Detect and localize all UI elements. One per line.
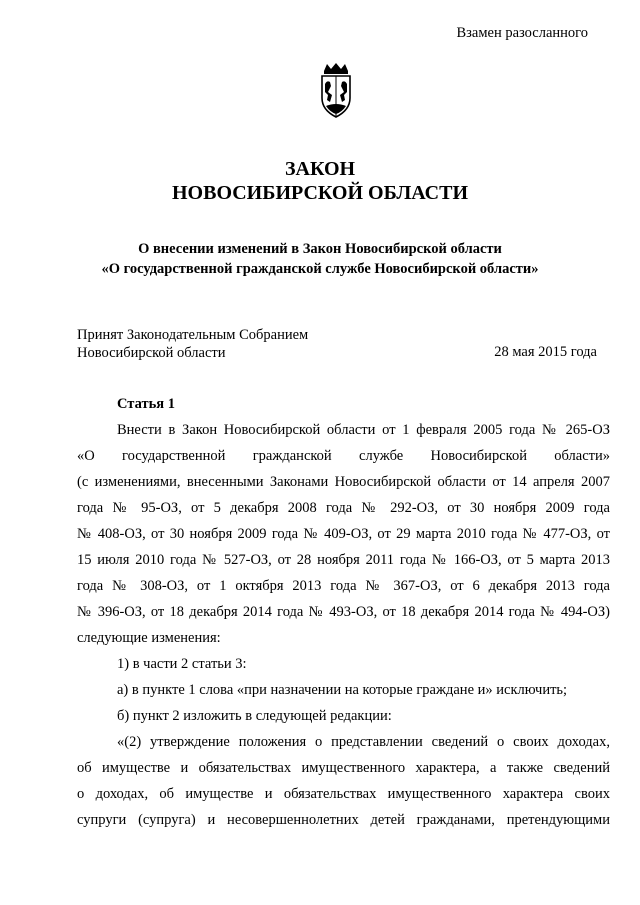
- article-heading: Статья 1: [117, 396, 175, 412]
- subtitle-line2: «О государственной гражданской службе Новосибирской области»: [101, 261, 539, 277]
- body-line: 1) в части 2 статьи 3:: [117, 656, 247, 672]
- coat-of-arms-icon: [316, 62, 356, 120]
- article-body: [77, 417, 610, 833]
- law-subtitle: [0, 239, 640, 279]
- body-line: № 396-ОЗ, от 18 декабря 2014 года № 493-ОЗ, от 18 декабря 2014 года № 494-ОЗ): [77, 604, 610, 620]
- body-line: года № 308-ОЗ, от 1 октября 2013 года № 367-ОЗ, от 6 декабря 2013 года: [77, 578, 610, 594]
- body-line: № 408-ОЗ, от 30 ноября 2009 года № 409-ОЗ, от 29 марта 2010 года № 477-ОЗ, от: [77, 526, 610, 542]
- replacement-stamp: Взамен разосланного: [456, 25, 588, 41]
- adoption-line1: Принят Законодательным Собранием: [77, 327, 309, 343]
- adoption-date: 28 мая 2015 года: [494, 344, 597, 360]
- body-line: (с изменениями, внесенными Законами Новосибирской области от 14 апреля 2007: [77, 474, 610, 490]
- body-line: Внести в Закон Новосибирской области от 1 февраля 2005 года № 265-ОЗ: [117, 422, 610, 438]
- law-title-line1: ЗАКОН: [284, 158, 356, 180]
- body-line: супруги (супруга) и несовершеннолетних детей гражданами, претендующими: [77, 812, 610, 828]
- body-line: об имуществе и обязательствах имущественного характера, а также сведений: [77, 760, 610, 776]
- body-line: а) в пункте 1 слова «при назначении на которые граждане и» исключить;: [117, 682, 568, 698]
- body-line: б) пункт 2 изложить в следующей редакции:: [117, 708, 392, 724]
- adoption-line2: Новосибирской области: [77, 345, 226, 361]
- subtitle-line1: О внесении изменений в Закон Новосибирской области: [138, 241, 502, 257]
- law-title-line2: НОВОСИБИРСКОЙ ОБЛАСТИ: [171, 182, 469, 204]
- body-line: «О государственной гражданской службе Новосибирской области»: [77, 448, 610, 464]
- body-line: следующие изменения:: [77, 630, 221, 646]
- body-line: 15 июля 2010 года № 527-ОЗ, от 28 ноября 2011 года № 166-ОЗ, от 5 марта 2013: [77, 552, 610, 568]
- body-line: «(2) утверждение положения о представлении сведений о своих доходах,: [117, 734, 610, 750]
- adoption-block: [77, 326, 308, 362]
- body-line: о доходах, об имуществе и обязательствах имущественного характера своих: [77, 786, 610, 802]
- body-line: года № 95-ОЗ, от 5 декабря 2008 года № 292-ОЗ, от 30 ноября 2009 года: [77, 500, 610, 516]
